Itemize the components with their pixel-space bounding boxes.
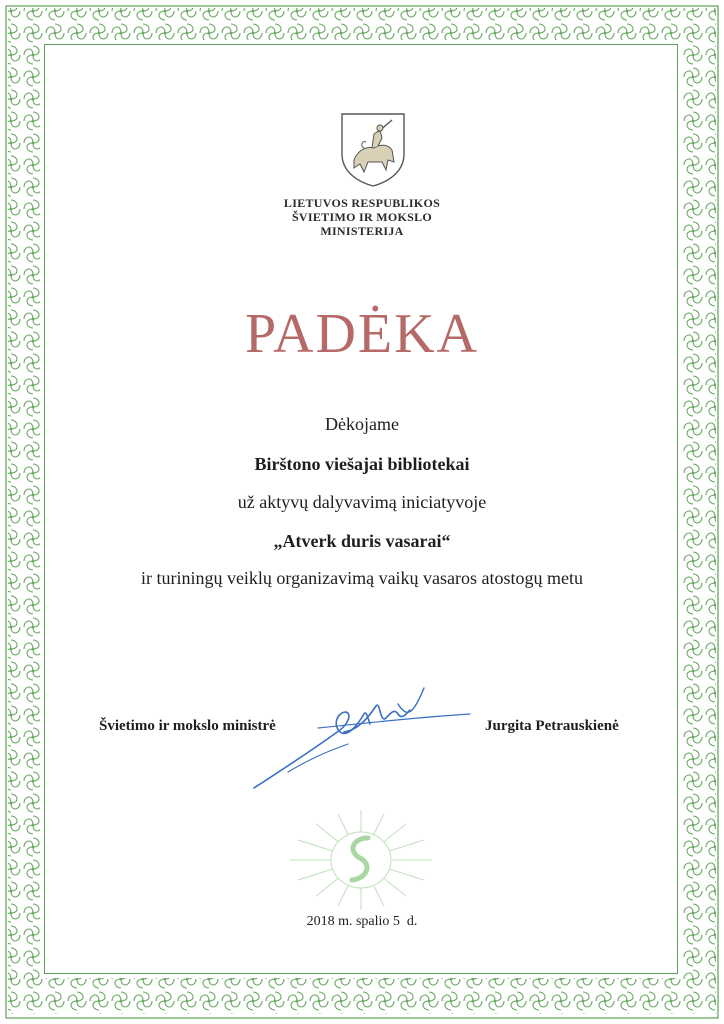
thanks-text: Dėkojame: [325, 414, 399, 434]
reason-text: už aktyvų dalyvavimą iniciatyvoje: [237, 492, 487, 512]
ministry-line-1: LIETUVOS RESPUBLIKOS: [283, 196, 441, 210]
issue-date: 2018 m. spalio 5 d.: [306, 914, 418, 929]
vytis-coat-of-arms-icon: [338, 110, 408, 188]
ministry-line-3: MINISTERIJA: [320, 224, 404, 238]
signatory-name: Jurgita Petrauskienė: [485, 718, 619, 734]
signatory-role: Švietimo ir mokslo ministrė: [99, 718, 276, 734]
recipient-text: Birštono viešajai bibliotekai: [254, 454, 470, 474]
initiative-text: „Atverk duris vasarai“: [273, 531, 451, 551]
ministry-line-2: ŠVIETIMO IR MOKSLO: [291, 210, 433, 224]
handwritten-signature: [248, 684, 480, 800]
certificate-title: PADĖKA: [245, 303, 479, 365]
ministry-seal-icon: [288, 808, 434, 912]
detail-text: ir turiningų veiklų organizavimą vaikų vasaros atostogų metu: [140, 568, 584, 588]
ministry-heading: [0, 196, 724, 238]
